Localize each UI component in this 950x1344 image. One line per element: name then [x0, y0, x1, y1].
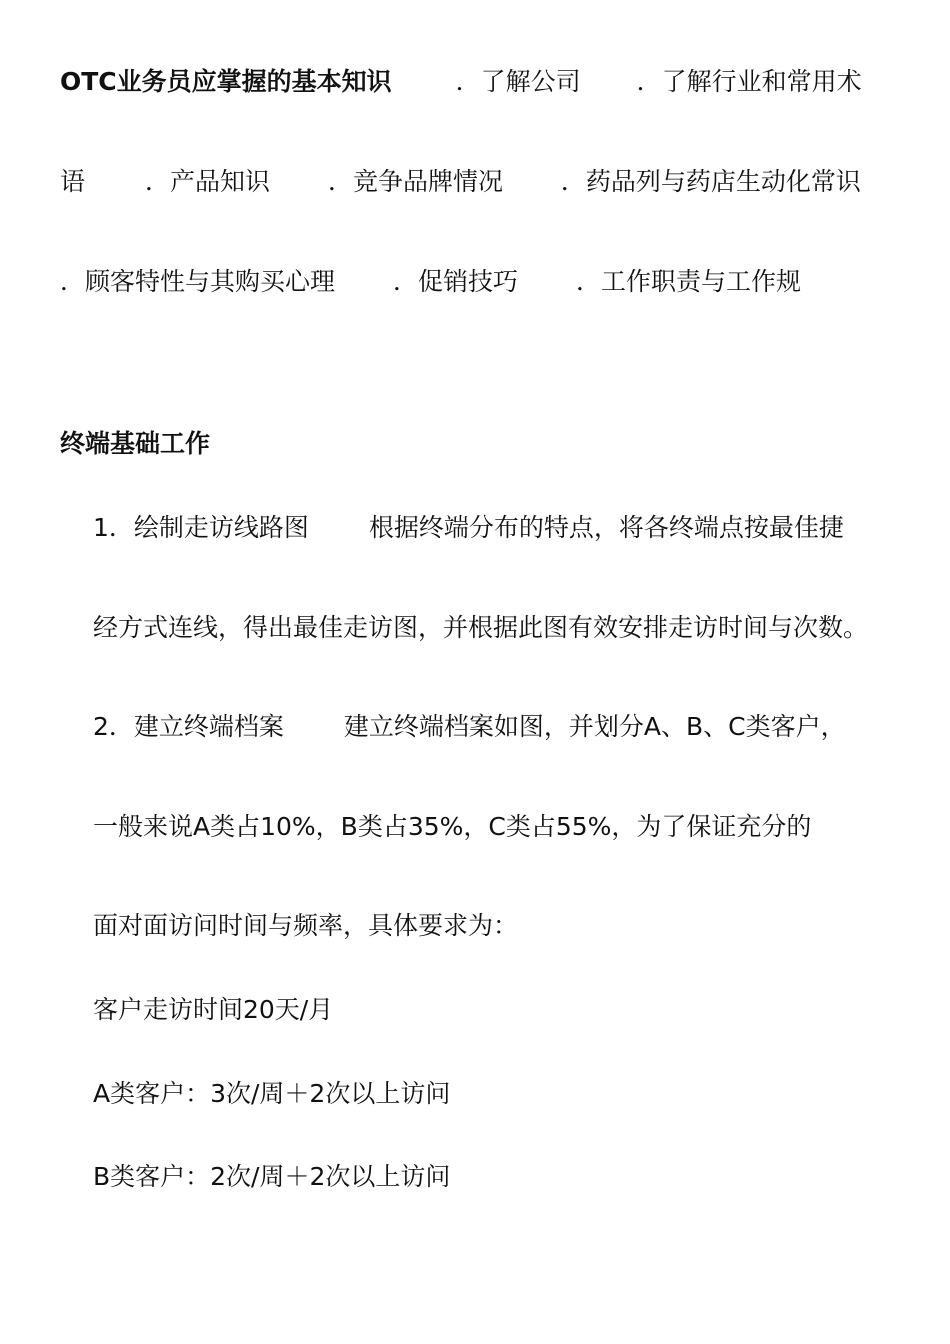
- item1-text: 根据终端分布的特点，将各终端点按最佳捷: [368, 513, 844, 542]
- class-a-requirement: A类客户：3次/周＋2次以上访问: [93, 1079, 451, 1108]
- knowledge-line-1: [60, 66, 862, 98]
- knowledge-item: ．产品知识: [144, 167, 270, 196]
- knowledge-item: ．工作职责与工作规: [575, 267, 801, 296]
- knowledge-line-3: [60, 266, 801, 298]
- item1-line-1: [93, 512, 844, 544]
- knowledge-item: 语: [60, 167, 86, 196]
- item1-line-2: 经方式连线，得出最佳走访图，并根据此图有效安排走访时间与次数。: [93, 613, 869, 642]
- item2-line-3: 面对面访问时间与频率，具体要求为：: [93, 911, 519, 940]
- item2-text: 建立终端档案如图，并划分A、B、C类客户，: [343, 712, 846, 741]
- knowledge-item: ．竞争品牌情况: [327, 167, 503, 196]
- knowledge-item: ．了解行业和常用术: [636, 67, 862, 96]
- knowledge-item: ．促销技巧: [392, 267, 518, 296]
- item1-title: 1．绘制走访线路图: [93, 513, 309, 542]
- item2-line-2: 一般来说A类占10%，B类占35%，C类占55%，为了保证充分的: [93, 812, 812, 841]
- item2-title: 2．建立终端档案: [93, 712, 284, 741]
- section-heading-terminal-work: 终端基础工作: [60, 429, 211, 458]
- item2-line-1: [93, 711, 846, 743]
- knowledge-item: ．了解公司: [455, 67, 581, 96]
- section-heading-basic-knowledge: OTC业务员应掌握的基本知识: [60, 67, 392, 96]
- knowledge-line-2: [60, 166, 861, 198]
- class-b-requirement: B类客户：2次/周＋2次以上访问: [93, 1162, 451, 1191]
- knowledge-item: ．药品列与药店生动化常识: [560, 167, 861, 196]
- visit-time-text: 客户走访时间20天/月: [93, 995, 334, 1024]
- knowledge-item: ．顾客特性与其购买心理: [60, 267, 336, 296]
